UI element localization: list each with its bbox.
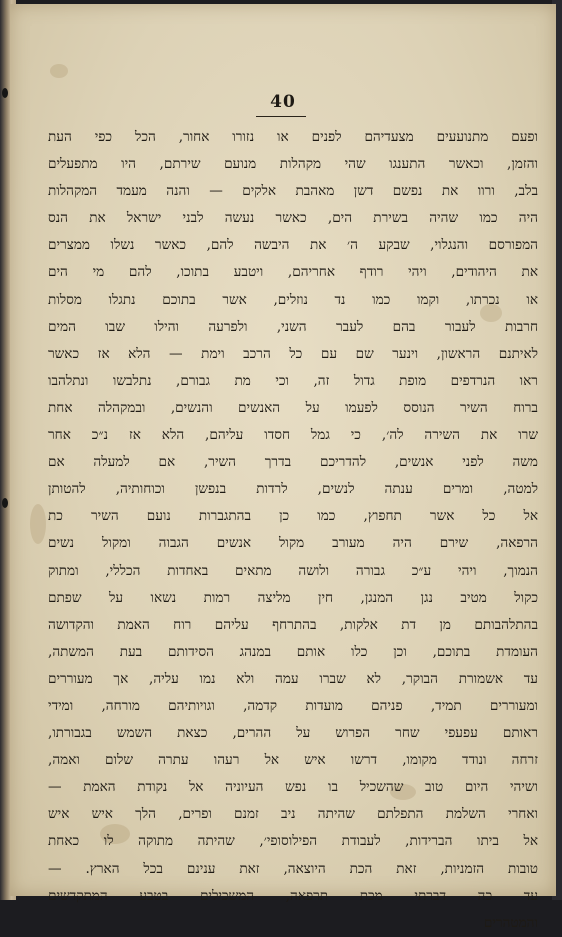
page-number: 40 [270, 92, 296, 112]
text-line: בהתלהבותם מן דת אלקות, בהתרחף עליהם רוח האמת והקדושה [48, 616, 538, 633]
paper-stain [50, 64, 68, 78]
text-line: היה כמו שהיה בשירת הים, כאשר נעשה לבני ישראל את הנס [48, 210, 538, 227]
body-text [48, 124, 538, 937]
binding-hole [2, 88, 8, 98]
text-line: אל כל אשר תחפוץ, כמו כן בהתגברות נועם השיר כת [48, 508, 538, 525]
text-line: עד אשמורת הבוקר, לא שברו עמה ולא נמו עליה, אך מעוררים [48, 670, 538, 687]
text-line: כקול מטיב נגן המנגן, חין מליצה רמות נשאו על שפתם [48, 589, 538, 606]
text-line: הנמוך, ויהי ע״כ גבורה ולושה מתאים באחדות הכללי, ומתוק [48, 562, 538, 579]
text-line: לאיתנם הראשון, וינער שם עם כל הרכב וימת — הלא אז כאשר [48, 345, 538, 362]
paper-stain [30, 504, 46, 544]
text-line: ושיהי היום טוב שהשכיל בו נפש העיוניה אל נקודת האמת — [48, 779, 538, 796]
book-page [10, 4, 556, 931]
text-line: עד כה דברתי מכת תרפאה, המשכילים בטבע המתקדשים [48, 887, 538, 904]
text-line: ראותם עפעפי שחר הפרוש על ההרים, כצאת השמש בגבורתו, [48, 725, 538, 742]
text-line: למטה, ומרים ענתה לנשים, לרדות בנפשן וכוחותיה, להטותן [48, 481, 538, 498]
text-line: ראו הנרדפים מופת גדול זה, וכי מת גבורם, נתלבשו ונתלהבו [48, 372, 538, 389]
text-line: ופעם מתנועעים מצעדיהם לפנים או נזורו אחור, הכל כפי העת [48, 129, 538, 145]
text-line: העומדת בתוכם, וכן כלו אותם במנהג הסידותם בעת המשתה, [48, 643, 538, 660]
text-line: ואחרי השלמת התפלתם שהיתה ניב זמנם ופרים, הלך איש איש [48, 806, 538, 823]
binding-hole [2, 498, 8, 508]
text-line: ברוח השיר הנוסס לפעמו על האנשים והנשים, ובמקהלה אחת [48, 399, 538, 416]
text-line: והמטהרים [483, 914, 538, 931]
text-line: בלב, ורוו את נפשם דשן מאהבת אלקים — והנה מעמד המקהלות [48, 183, 538, 200]
text-line: הרפאה, שירם היה מעורב מקול אנשים הגבוה ומקול נשים [48, 535, 538, 552]
text-line: שרו את השירה לה׳, כי גמל חסדו עליהם, הלא אז נ״כ אחר [48, 427, 538, 444]
text-line: אל ביתו הברידות, לעבודת הפילוסופי׳, שהיתה מתוקה לו כאחת [48, 833, 538, 850]
text-line: טובות הזמניות, זאת הכת היוצאה, זאת ענינם בכל הארץ. — [48, 860, 538, 877]
text-line: משה לפני אנשים, להדריכם בדרך השיר, אם למעלה אם [48, 454, 538, 471]
text-line: את היהודים, ויהי רודף אחריהם, ויטבע בתוכו, להם מי הים [48, 264, 538, 281]
text-line: ומעוררים תמיד, פניהם מועדות קדמה, וגויותיהם מורחה, ומידי [48, 697, 538, 714]
text-line: או נכרתו, וקמו כמו נד נוזלים, אשר בתוכם נתגלו מסלות [48, 291, 538, 308]
text-line: המפורסם והנגלוי, שבקע ה׳ את היבשה להם, כאשר נשלו ממצרים [48, 237, 538, 254]
text-line: והזמן, וכאשר התענגו שהי מקהלות מנועם שירתם, היו מתפעלים [48, 156, 538, 173]
text-line: חרבות לעבור בהם לעבר השני, ולפרעה והילו שבו המים [48, 318, 538, 335]
page-number-underline [256, 116, 306, 117]
text-line: זרחה ונודד מקומו, דרשו איש אל רעהו עתרה שלום ואמה, [48, 752, 538, 769]
